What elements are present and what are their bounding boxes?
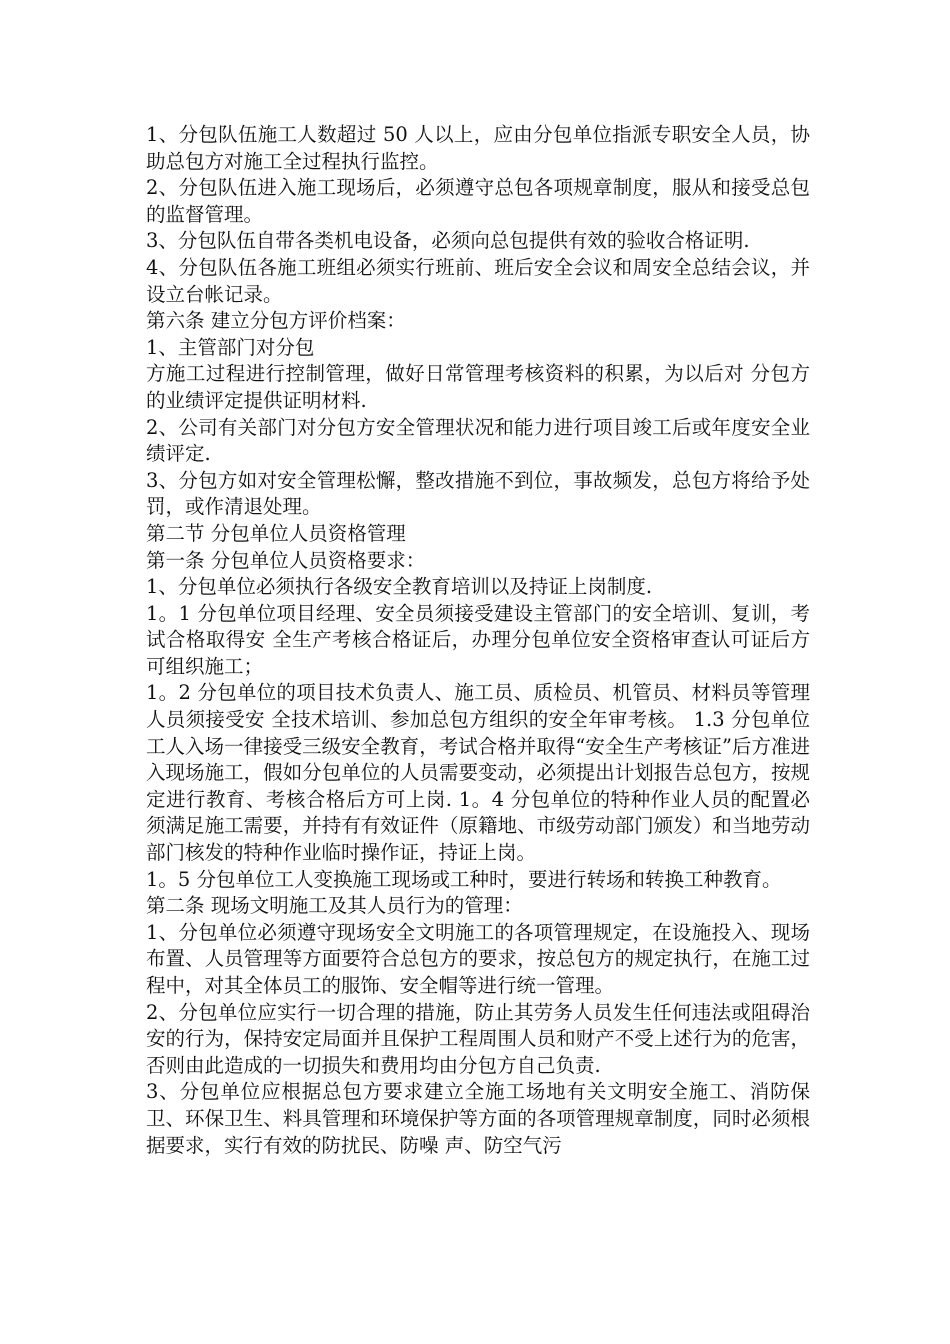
paragraph: 1、分包单位必须执行各级安全教育培训以及持证上岗制度. xyxy=(146,575,653,599)
paragraph: 3、分包队伍自带各类机电设备，必须向总包提供有效的验收合格证明. xyxy=(146,229,750,253)
section-heading: 第二节 分包单位人员资格管理 xyxy=(146,521,406,545)
paragraph: 3、分包方如对安全管理松懈，整改措施不到位，事故频发，总包方将给予处罚，或作清退处理。 xyxy=(146,468,810,519)
paragraph: 3、分包单位应根据总包方要求建立全施工场地有关文明安全施工、消防保卫、环保卫生、料具管理和环境保护等方面的各项管理规章制度，同时必须根据要求，实行有效的防扰民、防噪 声、防空气污 xyxy=(146,1080,810,1157)
paragraph: 2、公司有关部门对分包方安全管理状况和能力进行项目竣工后或年度安全业绩评定. xyxy=(146,415,810,466)
paragraph: 2、分包队伍进入施工现场后，必须遵守总包各项规章制度，服从和接受总包的监督管理。 xyxy=(146,176,810,226)
section-heading: 第二条 现场文明施工及其人员行为的管理： xyxy=(146,894,523,918)
paragraph: 方施工过程进行控制管理，做好日常管理考核资料的积累，为以后对 分包方的业绩评定提供证明材料. xyxy=(146,362,810,412)
paragraph: 1。1 分包单位项目经理、安全员须接受建设主管部门的安全培训、复训，考试合格取得安 全生产考核合格证后，办理分包单位安全资格审查认可证后方可组织施工； xyxy=(146,601,810,678)
section-heading: 第一条 分包单位人员资格要求： xyxy=(146,548,426,572)
paragraph: 1。5 分包单位工人变换施工现场或工种时，要进行转场和转换工种教育。 xyxy=(146,867,782,891)
paragraph: 1、分包单位必须遵守现场安全文明施工的各项管理规定，在设施投入、现场布置、人员管理等方面要符合总包方的要求，按总包方的规定执行，在施工过程中，对其全体员工的服饰、安全帽等进行统一管理。 xyxy=(146,920,810,997)
document-page xyxy=(146,122,810,1159)
paragraph: 1。2 分包单位的项目技术负责人、施工员、质检员、机管员、材料员等管理人员须接受安 全技术培训、参加总包方组织的安全年审考核。 1.3 分包单位工人入场一律接受三级安全教育，考试合格并取得“安全生产考核证”后方准进入现场施工，假如分包单位的人员需要变动，必须提出计划报告总包方，按规定进行教育、考核合格后方可上岗. 1。4 分包单位的特种作业人员的配置必须满足施工需要，并持有有效证件（原籍地、市级劳动部门颁发）和当地劳动部门核发的特种作业临时操作证，持证上岗。 xyxy=(146,681,810,865)
section-heading: 第六条 建立分包方评价档案： xyxy=(146,309,406,333)
paragraph: 4、分包队伍各施工班组必须实行班前、班后安全会议和周安全总结会议，并设立台帐记录。 xyxy=(146,255,810,306)
paragraph: 1、主管部门对分包 xyxy=(146,335,315,359)
paragraph: 2、分包单位应实行一切合理的措施，防止其劳务人员发生任何违法或阻碍治安的行为，保持安定局面并且保护工程周围人员和财产不受上述行为的危害，否则由此造成的一切损失和费用均由分包方自己负责. xyxy=(146,1000,810,1077)
paragraph: 1、分包队伍施工人数超过 50 人以上，应由分包单位指派专职安全人员，协助总包方对施工全过程执行监控。 xyxy=(146,123,810,173)
